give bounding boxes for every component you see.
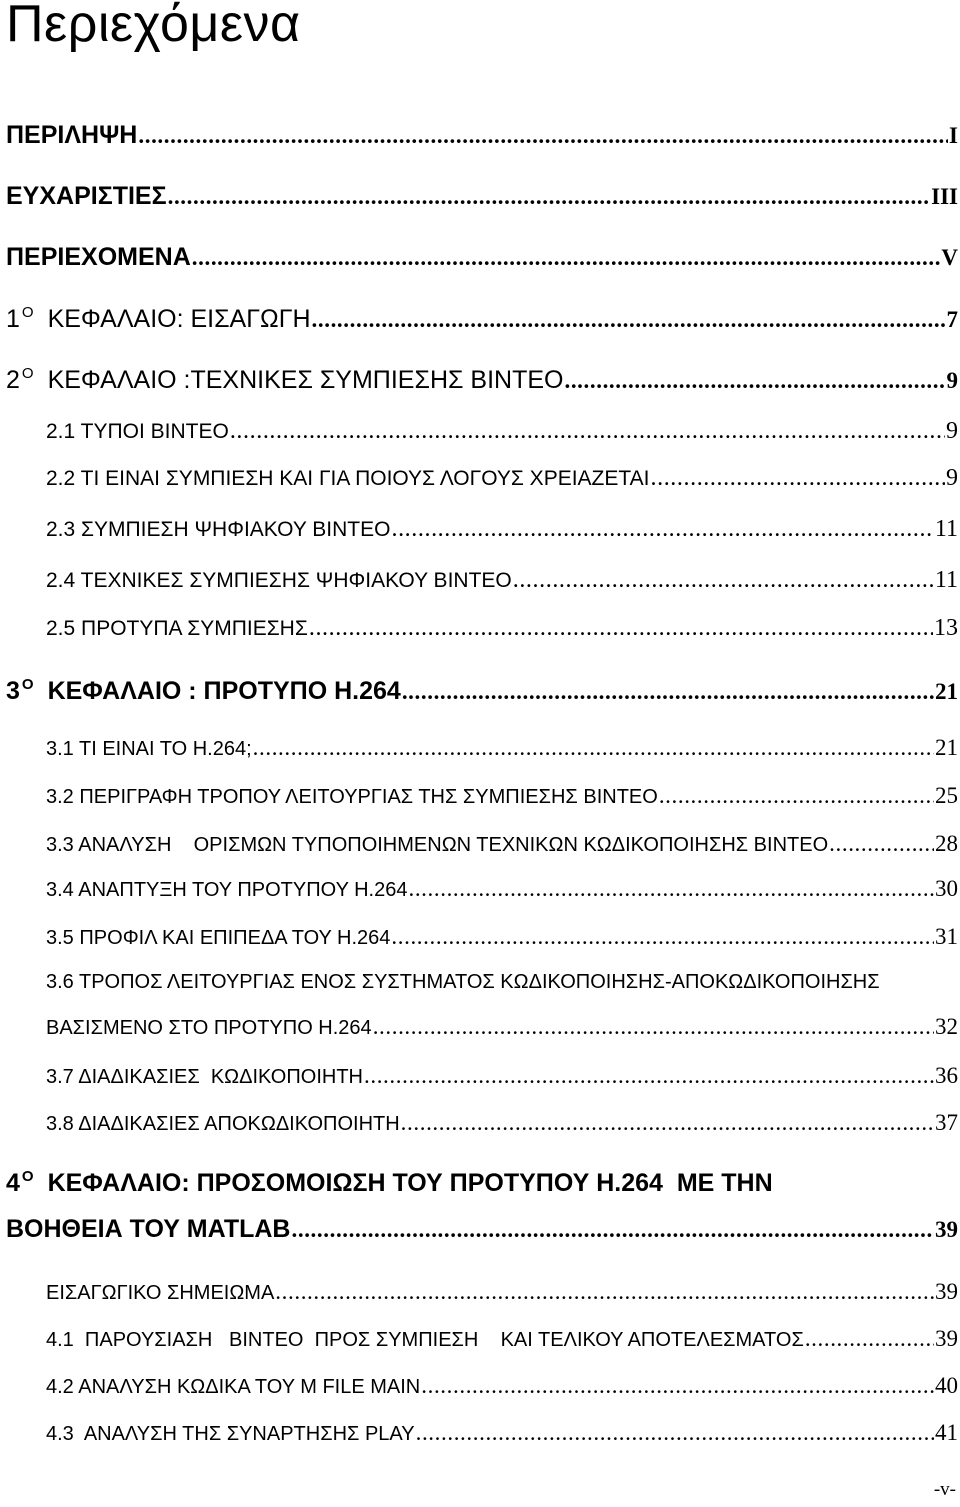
toc-entry-2-3[interactable] xyxy=(46,516,958,546)
toc-entry-title: 3.3 ΑΝΑΛΥΣΗ ΟΡΙΣΜΩΝ ΤΥΠΟΠΟΙΗΜΕΝΩΝ ΤΕΧΝΙΚΩΝ ΚΩΔΙΚΟΠΟΙΗΣΗΣ ΒΙΝΤΕΟ xyxy=(46,834,829,856)
toc-entry-3-3[interactable] xyxy=(46,831,958,861)
toc-page-number: 37 xyxy=(935,1110,958,1135)
ordinal-mark: Ο xyxy=(21,365,34,382)
dot-leader xyxy=(312,307,946,333)
toc-entry-3-8[interactable] xyxy=(46,1110,958,1140)
dot-leader xyxy=(391,516,933,543)
toc-entry-chapter-2[interactable] xyxy=(6,365,958,395)
dot-leader xyxy=(230,418,945,445)
chapter-title: ΚΕΦΑΛΑΙΟ: ΕΙΣΑΓΩΓΗ xyxy=(47,305,311,333)
toc-entry-4-2[interactable] xyxy=(46,1373,958,1403)
toc-entry-title: 4.1 ΠΑΡΟΥΣΙΑΣΗ ΒΙΝΤΕΟ ΠΡΟΣ ΣΥΜΠΙΕΣΗ ΚΑΙ ΤΕΛΙΚΟΥ ΑΠΟΤΕΛΕΣΜΑΤΟΣ xyxy=(46,1329,804,1351)
toc-entry-title: 3.5 ΠΡΟΦΙΛ ΚΑΙ ΕΠΙΠΕΔΑ ΤΟΥ Η.264 xyxy=(46,927,391,949)
chapter-number: 4 xyxy=(6,1169,20,1197)
toc-entry-title: 3.4 ΑΝΑΠΤΥΞΗ ΤΟΥ ΠΡΟΤΥΠΟΥ Η.264 xyxy=(46,879,408,901)
toc-entry-2-4[interactable] xyxy=(46,567,958,597)
toc-entry-title: ΒΟΗΘΕΙΑ ΤΟΥ MATLAB xyxy=(6,1215,291,1243)
toc-entry-title xyxy=(6,304,311,334)
toc-entry-title: ΠΕΡΙΛΗΨΗ xyxy=(6,121,138,149)
toc-entry-intro-note[interactable] xyxy=(46,1279,958,1309)
toc-entry-chapter-1[interactable] xyxy=(6,304,958,334)
toc-entry-3-7[interactable] xyxy=(46,1063,958,1093)
toc-page-number: 30 xyxy=(935,876,958,901)
toc-entry-title: 3.1 ΤΙ ΕΙΝΑΙ ΤΟ Η.264; xyxy=(46,738,252,760)
toc-entry-title: 4.2 ΑΝΑΛΥΣΗ ΚΩΔΙΚΑ ΤΟΥ M FILE MAIN xyxy=(46,1376,421,1398)
ordinal-mark: Ο xyxy=(21,676,34,693)
dot-leader xyxy=(364,1063,934,1089)
dot-leader xyxy=(416,1420,934,1446)
toc-entry-chapter-4[interactable] xyxy=(6,1215,958,1245)
toc-page-number: I xyxy=(949,123,958,148)
toc-entry-title: ΕΙΣΑΓΩΓΙΚΟ ΣΗΜΕΙΩΜΑ xyxy=(46,1282,275,1304)
dot-leader xyxy=(401,1110,934,1136)
toc-entry-title: 3.2 ΠΕΡΙΓΡΑΦΗ ΤΡΟΠΟΥ ΛΕΙΤΟΥΡΓΙΑΣ ΤΗΣ ΣΥΜΠΙΕΣΗΣ ΒΙΝΤΕΟ xyxy=(46,786,658,808)
toc-entry-2-2[interactable] xyxy=(46,465,958,495)
toc-page-number: 13 xyxy=(934,615,958,641)
dot-leader xyxy=(408,876,934,902)
dot-leader xyxy=(402,679,934,705)
ordinal-mark: Ο xyxy=(21,304,34,321)
toc-entry-4-3[interactable] xyxy=(46,1420,958,1450)
toc-page-number: 32 xyxy=(935,1014,958,1039)
chapter-number: 3 xyxy=(6,677,20,705)
toc-entry-3-5[interactable] xyxy=(46,924,958,954)
toc-entry-eyxaristies[interactable] xyxy=(6,182,958,212)
toc-page-number: 39 xyxy=(935,1326,958,1351)
dot-leader xyxy=(651,465,946,492)
toc-entry-2-5[interactable] xyxy=(46,615,958,645)
toc-entry-title: 2.1 ΤΥΠΟΙ ΒΙΝΤΕΟ xyxy=(46,420,229,443)
toc-page-number: 31 xyxy=(935,924,958,949)
toc-page-number: 9 xyxy=(946,368,958,393)
dot-leader xyxy=(292,1217,935,1243)
toc-entry-title: 4.3 ΑΝΑΛΥΣΗ ΤΗΣ ΣΥΝΑΡΤΗΣΗΣ PLAY xyxy=(46,1423,415,1445)
page-title: Περιεχόμενα xyxy=(6,0,301,53)
toc-page-number: 11 xyxy=(934,516,958,542)
toc-entry-periexomena[interactable] xyxy=(6,243,958,273)
dot-leader xyxy=(391,924,934,950)
toc-page-number: 25 xyxy=(935,783,958,808)
page-number-footer: -v- xyxy=(933,1479,956,1500)
toc-entry-3-1[interactable] xyxy=(46,735,958,765)
toc-entry-title: 2.4 ΤΕΧΝΙΚΕΣ ΣΥΜΠΙΕΣΗΣ ΨΗΦΙΑΚΟΥ ΒΙΝΤΕΟ xyxy=(46,569,512,592)
toc-entry-chapter-3[interactable] xyxy=(6,676,958,706)
toc-entry-3-4[interactable] xyxy=(46,876,958,906)
toc-entry-title xyxy=(6,365,563,395)
toc-page-number: 39 xyxy=(935,1279,958,1304)
toc-entry-chapter-4-line1[interactable] xyxy=(6,1168,773,1198)
dot-leader xyxy=(138,123,948,149)
toc-entry-title: ΕΥΧΑΡΙΣΤΙΕΣ xyxy=(6,182,167,210)
toc-page-number: 41 xyxy=(935,1420,958,1445)
toc-entry-title: 3.7 ΔΙΑΔΙΚΑΣΙΕΣ ΚΩΔΙΚΟΠΟΙΗΤΗ xyxy=(46,1066,363,1088)
chapter-number: 1 xyxy=(6,305,20,333)
toc-page-number: 28 xyxy=(935,831,958,856)
chapter-number: 2 xyxy=(6,366,20,394)
ordinal-mark: Ο xyxy=(21,1168,34,1185)
toc-entry-title xyxy=(6,676,401,706)
toc-page-number: 40 xyxy=(935,1373,958,1398)
toc-page-number: 7 xyxy=(946,307,958,332)
chapter-title: ΚΕΦΑΛΑΙΟ: ΠΡΟΣΟΜΟΙΩΣΗ ΤΟΥ ΠΡΟΤΥΠΟΥ Η.264 ΜΕ ΤΗΝ xyxy=(47,1169,773,1197)
toc-page-number: 21 xyxy=(935,735,958,760)
toc-page-number: III xyxy=(931,184,958,209)
dot-leader xyxy=(421,1373,934,1399)
toc-entry-title: 2.2 ΤΙ ΕΙΝΑΙ ΣΥΜΠΙΕΣΗ ΚΑΙ ΓΙΑ ΠΟΙΟΥΣ ΛΟΓΟΥΣ ΧΡΕΙΑΖΕΤΑΙ xyxy=(46,467,650,490)
toc-page-number: 39 xyxy=(935,1217,958,1242)
toc-page-number: 36 xyxy=(935,1063,958,1088)
dot-leader xyxy=(805,1326,934,1352)
dot-leader xyxy=(513,567,934,594)
toc-entry-4-1[interactable] xyxy=(46,1326,958,1356)
dot-leader xyxy=(309,615,933,642)
toc-entry-3-6-line1[interactable]: 3.6 ΤΡΟΠΟΣ ΛΕΙΤΟΥΡΓΙΑΣ ΕΝΟΣ ΣΥΣΤΗΜΑΤΟΣ ΚΩΔΙΚΟΠΟΙΗΣΗΣ-ΑΠΟΚΩΔΙΚΟΠΟΙΗΣΗΣ xyxy=(46,971,880,993)
toc-page-number: 21 xyxy=(935,679,958,704)
toc-entry-3-6[interactable] xyxy=(46,1014,958,1044)
dot-leader xyxy=(192,245,941,271)
dot-leader xyxy=(275,1279,934,1305)
toc-entry-title: 2.3 ΣΥΜΠΙΕΣΗ ΨΗΦΙΑΚΟΥ ΒΙΝΤΕΟ xyxy=(46,518,391,541)
toc-entry-perilipsi[interactable] xyxy=(6,121,958,151)
toc-page-number: 9 xyxy=(946,418,958,444)
toc-page-number: 11 xyxy=(934,567,958,593)
chapter-title: ΚΕΦΑΛΑΙΟ : ΠΡΟΤΥΠΟ Η.264 xyxy=(47,677,401,705)
dot-leader xyxy=(253,735,934,761)
toc-entry-2-1[interactable] xyxy=(46,418,958,448)
toc-entry-title: 3.8 ΔΙΑΔΙΚΑΣΙΕΣ ΑΠΟΚΩΔΙΚΟΠΟΙΗΤΗ xyxy=(46,1113,400,1135)
dot-leader xyxy=(564,368,945,394)
dot-leader xyxy=(168,184,931,210)
toc-entry-title: ΠΕΡΙΕΧΟΜΕΝΑ xyxy=(6,243,191,271)
toc-page-number: V xyxy=(941,245,958,270)
toc-page-number: 9 xyxy=(946,465,958,491)
toc-entry-3-2[interactable] xyxy=(46,783,958,813)
dot-leader xyxy=(373,1014,934,1040)
toc-entry-title: ΒΑΣΙΣΜΕΝΟ ΣΤΟ ΠΡΟΤΥΠΟ Η.264 xyxy=(46,1017,372,1039)
dot-leader xyxy=(829,831,934,857)
dot-leader xyxy=(659,783,934,809)
chapter-title: ΚΕΦΑΛΑΙΟ :ΤΕΧΝΙΚΕΣ ΣΥΜΠΙΕΣΗΣ ΒΙΝΤΕΟ xyxy=(47,366,564,394)
toc-entry-title: 2.5 ΠΡΟΤΥΠΑ ΣΥΜΠΙΕΣΗΣ xyxy=(46,617,308,640)
